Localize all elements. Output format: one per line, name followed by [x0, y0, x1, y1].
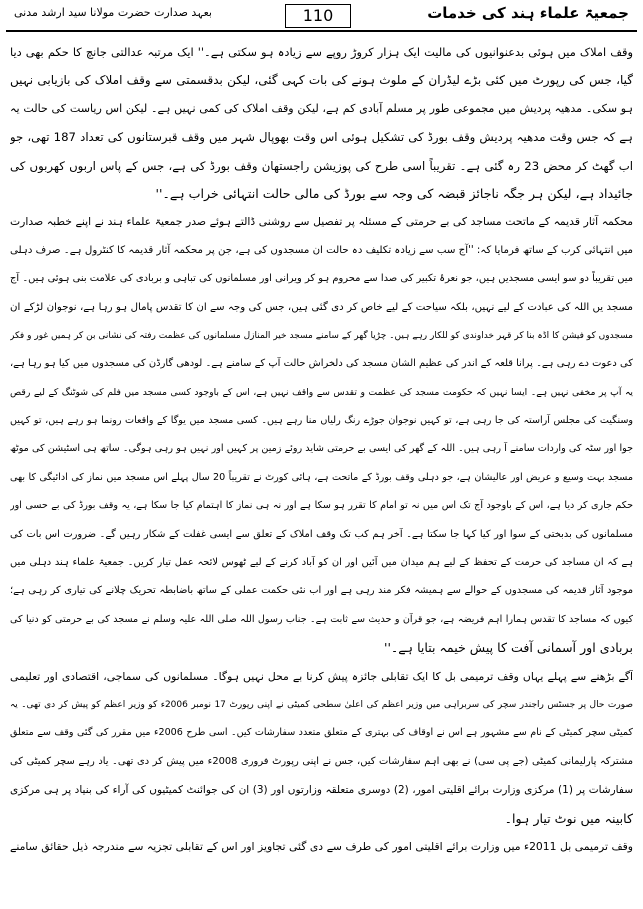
page-number: 110 [285, 4, 351, 28]
page-header [14, 4, 629, 30]
text-line: کی دعوت دے رہی ہے۔ پرانا قلعہ کے اندر کی عظیم الشان مسجد کی دلخراش حالت آپ کے سامنے ہے۔ لودھی گارڈن کی مسجدوں میں کیا ہو رہا ہے، [10, 358, 633, 370]
text-line: یہ آپ پر مخفی نہیں ہے۔ ایسا نہیں کہ حکومت مسجد کی عظمت و تقدس سے واقف نہیں ہے، اس کے باوجود کسی مسجد میں فلم کی شوٹنگ کے لیے رقص [10, 386, 633, 398]
text-line: ہے کہ ان مساجد کی حرمت کے تحفظ کے لیے ہم میدان میں آئیں اور ان کو آباد کرنے کے لیے ٹھوس لائحہ عمل تیار کریں۔ جمعیۃ علماء ہند دہلی میں [10, 557, 633, 569]
text-line: وقف ترمیمی بل 2011ء میں وزارت برائے اقلیتی امور کی طرف سے دی گئی تجاویز اور اس کے تقابلی تجزیہ سے مندرجہ ذیل حقائق سامنے [10, 839, 633, 853]
text-line: حکم جاری کر دیا ہے، اس کے باوجود آج تک اس میں نہ تو امام کا تقرر ہو سکا ہے اور نہ ہی نماز کا اہتمام کیا جا سکا ہے، یہ وقف بورڈ کی بے حسی اور [10, 500, 633, 512]
text-line: ہے کہ جس وقت مدھیہ پردیش وقف بورڈ کی تشکیل ہوئی اس وقت بھوپال شہر میں وقف قبرستانوں کی تعداد 187 تھی، جو [10, 130, 633, 145]
running-title: جمعیۃ علماء ہند کی خدمات [427, 4, 629, 22]
running-subtitle: بعہد صدارت حضرت مولانا سید ارشد مدنی [14, 6, 212, 19]
text-line: مشترکہ پارلیمانی کمیٹی (جے پی سی) نے بھی اہم سفارشات کیں، جس نے اپنی رپورٹ فروری 2008ء میں پیش کر دی تھی۔ یاد رہے سچر کمیٹی کی [10, 755, 633, 767]
text-line: بربادی اور آسمانی آفت کا پیش خیمہ بتایا ہے۔'' [384, 640, 633, 656]
text-line: سفارشات پر (1) مرکزی وزارت برائے اقلیتی امور، (2) دوسری متعلقہ وزارتوں اور (3) ان کی جوائنٹ کمیٹیوں کی آراء کی بنیاد پر ہی مرکزی [10, 784, 633, 797]
text-line: کابینہ میں نوٹ تیار ہوا۔ [504, 810, 633, 826]
text-line: صورت حال پر جسٹس راجندر سچر کی سربراہی میں وزیر اعظم کی اعلیٰ سطحی کمیٹی نے اپنی رپورٹ 17 نومبر 2006ء کو وزیر اعظم کو پیش کر دی تھی۔ یہ [10, 699, 633, 710]
text-line: وقف املاک میں ہوئی بدعنوانیوں کی مالیت ایک ہزار کروڑ روپے سے زیادہ ہو سکتی ہے۔'' ایک مرتبہ عدالتی جانچ کا حکم بھی دیا [10, 45, 633, 59]
text-line: جائیداد ہے، لیکن ہر جگہ ناجائز قبضہ کی وجہ سے بورڈ کی مالی حالت انتہائی خراب ہے۔'' [155, 185, 633, 201]
text-line: مسجدوں کو فیشن کا اڈہ بنا کر قہر خداوندی کو للکار رہے ہیں۔ چڑیا گھر کے سامنے مسجد خیر المنازل مسلمانوں کی عظمت رفتہ کی نشانی بن کر ہمیں غور و فکر [10, 330, 633, 341]
header-rule [6, 30, 637, 32]
text-line: کیوں کہ مساجد کا تقدس ہمارا اہم فریضہ ہے، جو قرآن و حدیث سے ثابت ہے۔ جناب رسول اللہ صلی اللہ علیہ وسلم نے مسجد کی بے حرمتی کو دنیا کی [10, 613, 633, 625]
text-line: مسلمانوں کی بدبختی کے سوا اور کیا کہا جا سکتا ہے۔ آخر ہم کب تک وقف املاک کے تعلق سے ایسی غفلت کے شکار رہیں گے۔ ضرورت اس بات کی [10, 528, 633, 540]
text-line: ہو سکی۔ مدھیہ پردیش میں مجموعی طور پر مسلم آبادی کم ہے، لیکن وقف املاک کی کمی نہیں ہے۔ لیکن اس ریاست کی حالت یہ [10, 101, 633, 115]
text-line: مسجد یں اللہ کی عبادت کے لیے نہیں، بلکہ سیاحت کے لیے خاص کر دی گئی ہیں، جس کی وجہ سے ان کا تقدس پامال ہو رہا ہے، نوجوان لڑکے ان [10, 301, 633, 313]
text-line: آگے بڑھنے سے پہلے یہاں وقف ترمیمی بل کا ایک تقابلی جائزہ پیش کرنا بے محل نہیں ہوگا۔ مسلمانوں کی سماجی، اقتصادی اور تعلیمی [10, 669, 633, 683]
text-line: کمیٹی سچر کمیٹی کے نام سے مشہور ہے اس نے اوقاف کی بہتری کے متعلق متعدد سفارشات کیں۔ اسی طرح 2006ء میں مقرر کی گئی وقف سے متعلق [10, 727, 633, 739]
text-line: مسجد بہت وسیع و عریض اور عالیشان ہے، جو دہلی وقف بورڈ کے ماتحت ہے، ہائی کورٹ نے تقریباً 20 سال پہلے اس مسجد میں نماز کی ادائیگی کا بھی [10, 471, 633, 483]
text-line: محکمہ آثار قدیمہ کے ماتحت مساجد کی بے حرمتی کے مسئلہ پر تفصیل سے روشنی ڈالتے ہوئے صدر جمعیۃ علماء ہند نے اپنے خطبہ صدارت [10, 215, 633, 229]
text-line: میں انتہائی کرب کے ساتھ فرمایا کہ: ''آج سب سے زیادہ تکلیف دہ حالت ان مسجدوں کی ہے، جن پر محکمہ آثار قدیمہ کا کنٹرول ہے۔ صرف دہلی [10, 244, 633, 256]
text-line: موجود آثار قدیمہ کی مسجدوں کے حوالے سے ہمیشہ فکر مند رہی ہے اور اب نئی حکمت عملی کے ساتھ باضابطہ تحریک چلانے کی تیاری کر رہی ہے؛ [10, 585, 633, 597]
text-line: میں تقریباً دو سو ایسی مسجدیں ہیں، جو نعرۂ تکبیر کی صدا سے محروم ہو کر ویرانی اور مسلمانوں کی تباہی و بربادی کی علامت بنی ہوئی ہیں۔ آج [10, 273, 633, 285]
text-line: اب گھٹ کر محض 23 رہ گئی ہے۔ تقریباً اسی طرح کی پوزیشن راجستھان وقف بورڈ کی ہے، جس کے پاس اربوں کھربوں کی [10, 158, 633, 173]
page-body [10, 38, 633, 861]
text-line: وسنگیت کی مجلس آراستہ کی جا رہی ہے، تو کہیں نوجوان جوڑے رنگ رلیاں منا رہے ہیں۔ کسی مسجد میں یوگا کے واقعات رونما ہو رہے ہیں، تو کہیں [10, 415, 633, 427]
text-line: گیا، جس کی رپورٹ میں کئی بڑے لیڈران کے ملوث ہونے کی بات کہی گئی، لیکن بدقسمتی سے وقف املاک کی بازیابی نہیں [10, 73, 633, 88]
text-line: جوا اور سٹہ کی واردات سامنے آ رہی ہیں۔ اللہ کے گھر کی ایسی بے حرمتی شاید روئے زمین پر کہیں اور نہیں ہو رہی ہوگی۔ ساتھ ہی اسٹیشن کی موٹھ [10, 443, 633, 455]
